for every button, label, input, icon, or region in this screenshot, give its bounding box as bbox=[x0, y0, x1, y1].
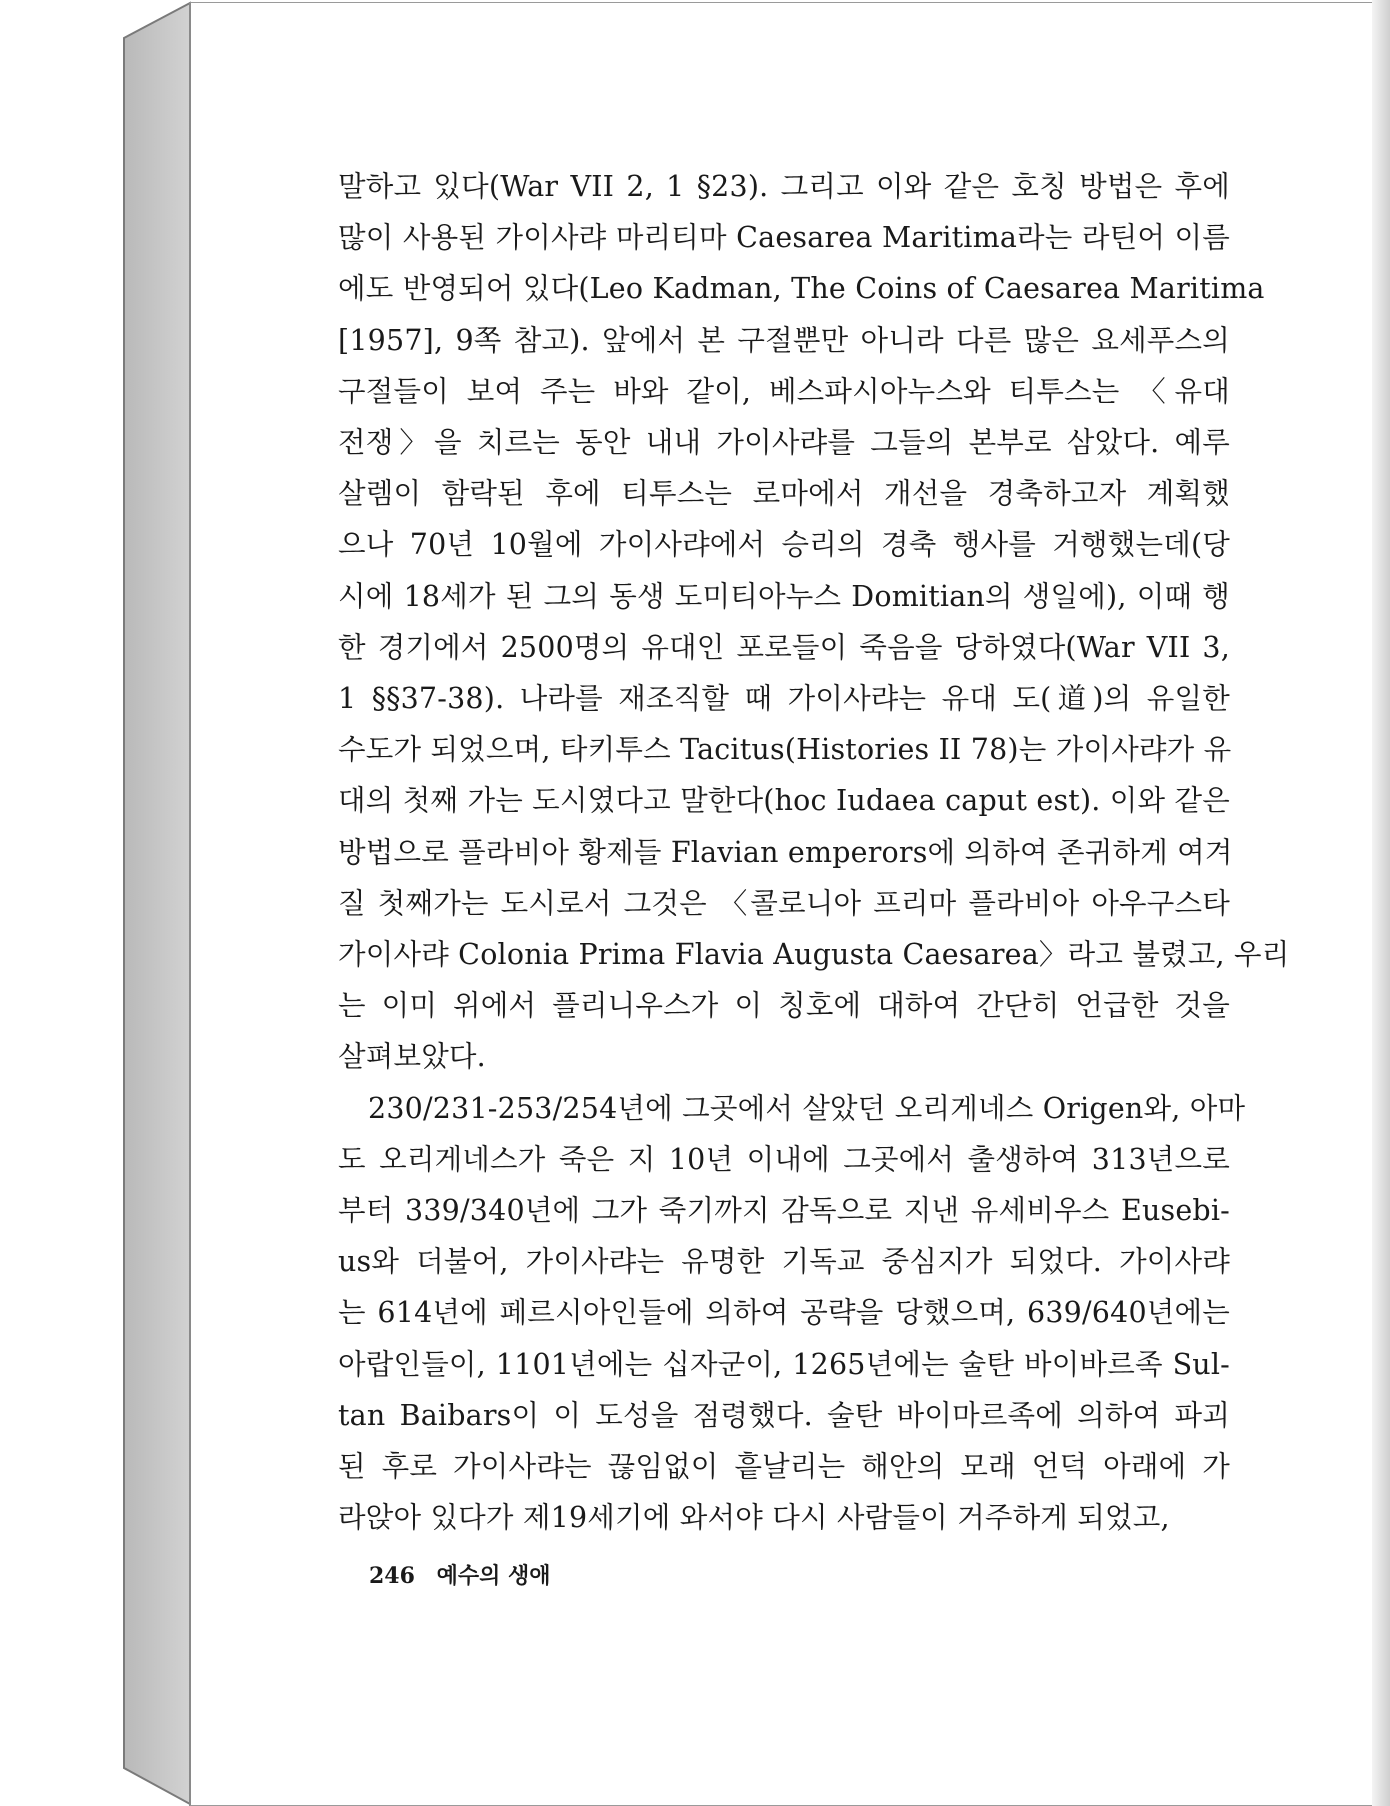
text-line: 1 §§37-38). 나라를 재조직할 때 가이사랴는 유대 도(道)의 유일한 bbox=[338, 682, 1230, 716]
page-number: 246 bbox=[369, 1563, 415, 1589]
running-title: 예수의 생애 bbox=[436, 1563, 551, 1589]
text-line: 는 614년에 페르시아인들에 의하여 공략을 당했으며, 639/640년에는 bbox=[338, 1296, 1230, 1330]
text-line: 전쟁〉을 치르는 동안 내내 가이사랴를 그들의 본부로 삼았다. 예루 bbox=[338, 426, 1230, 460]
text-line: 살펴보았다. bbox=[338, 1040, 486, 1074]
text-line: 에도 반영되어 있다(Leo Kadman, The Coins of Caesarea Maritima bbox=[338, 272, 1265, 306]
text-line: 시에 18세가 된 그의 동생 도미티아누스 Domitian의 생일에), 이때 행 bbox=[338, 579, 1230, 613]
text-line: 는 이미 위에서 플리니우스가 이 칭호에 대하여 간단히 언급한 것을 bbox=[338, 989, 1230, 1023]
text-line: us와 더불어, 가이사랴는 유명한 기독교 중심지가 되었다. 가이사랴 bbox=[338, 1245, 1230, 1279]
text-line: 으나 70년 10월에 가이사랴에서 승리의 경축 행사를 거행했는데(당 bbox=[338, 528, 1230, 562]
text-line: 방법으로 플라비아 황제들 Flavian emperors에 의하여 존귀하게 여겨 bbox=[338, 835, 1233, 869]
text-line: 부터 339/340년에 그가 죽기까지 감독으로 지낸 유세비우스 Eusebi- bbox=[338, 1194, 1230, 1228]
body-text bbox=[338, 161, 1290, 1543]
text-line: 아랍인들이, 1101년에는 십자군이, 1265년에는 술탄 바이바르족 Sul- bbox=[338, 1347, 1230, 1381]
text-line: 살렘이 함락된 후에 티투스는 로마에서 개선을 경축하고자 계획했 bbox=[338, 477, 1230, 511]
paragraph-2 bbox=[338, 1083, 1246, 1544]
page-footer bbox=[369, 1559, 551, 1590]
text-line: 230/231-253/254년에 그곳에서 살았던 오리게네스 Origen와, 아마 bbox=[368, 1091, 1246, 1125]
page-edge-shadow bbox=[1372, 0, 1390, 1806]
text-line: 수도가 되었으며, 타키투스 Tacitus(Histories II 78)는 가이사랴가 유 bbox=[338, 733, 1232, 767]
text-line: 된 후로 가이사랴는 끊임없이 흩날리는 해안의 모래 언덕 아래에 가 bbox=[338, 1450, 1230, 1484]
text-line: 말하고 있다(War VII 2, 1 §23). 그리고 이와 같은 호칭 방법은 후에 bbox=[338, 170, 1230, 203]
text-line: 한 경기에서 2500명의 유대인 포로들이 죽음을 당하였다(War VII 3, bbox=[338, 630, 1230, 664]
paragraph-1 bbox=[338, 161, 1290, 1083]
text-line: 질 첫째가는 도시로서 그것은 〈콜로니아 프리마 플라비아 아우구스타 bbox=[338, 886, 1230, 920]
text-line: 구절들이 보여 주는 바와 같이, 베스파시아누스와 티투스는 〈유대 bbox=[338, 374, 1230, 408]
text-line: 도 오리게네스가 죽은 지 10년 이내에 그곳에서 출생하여 313년으로 bbox=[338, 1142, 1230, 1176]
text-line: [1957], 9쪽 참고). 앞에서 본 구절뿐만 아니라 다른 많은 요세푸스의 bbox=[338, 323, 1230, 357]
text-line: tan Baibars이 이 도성을 점령했다. 술탄 바이마르족에 의하여 파괴 bbox=[338, 1398, 1230, 1432]
text-line: 라앉아 있다가 제19세기에 와서야 다시 사람들이 거주하게 되었고, bbox=[338, 1501, 1170, 1535]
text-line: 대의 첫째 가는 도시였다고 말한다(hoc Iudaea caput est). 이와 같은 bbox=[338, 784, 1230, 818]
text-line: 가이사랴 Colonia Prima Flavia Augusta Caesarea〉라고 불렸고, 우리 bbox=[338, 938, 1290, 972]
text-line: 많이 사용된 가이사랴 마리티마 Caesarea Maritima라는 라틴어 이름 bbox=[338, 221, 1230, 255]
book-page bbox=[189, 2, 1377, 1806]
